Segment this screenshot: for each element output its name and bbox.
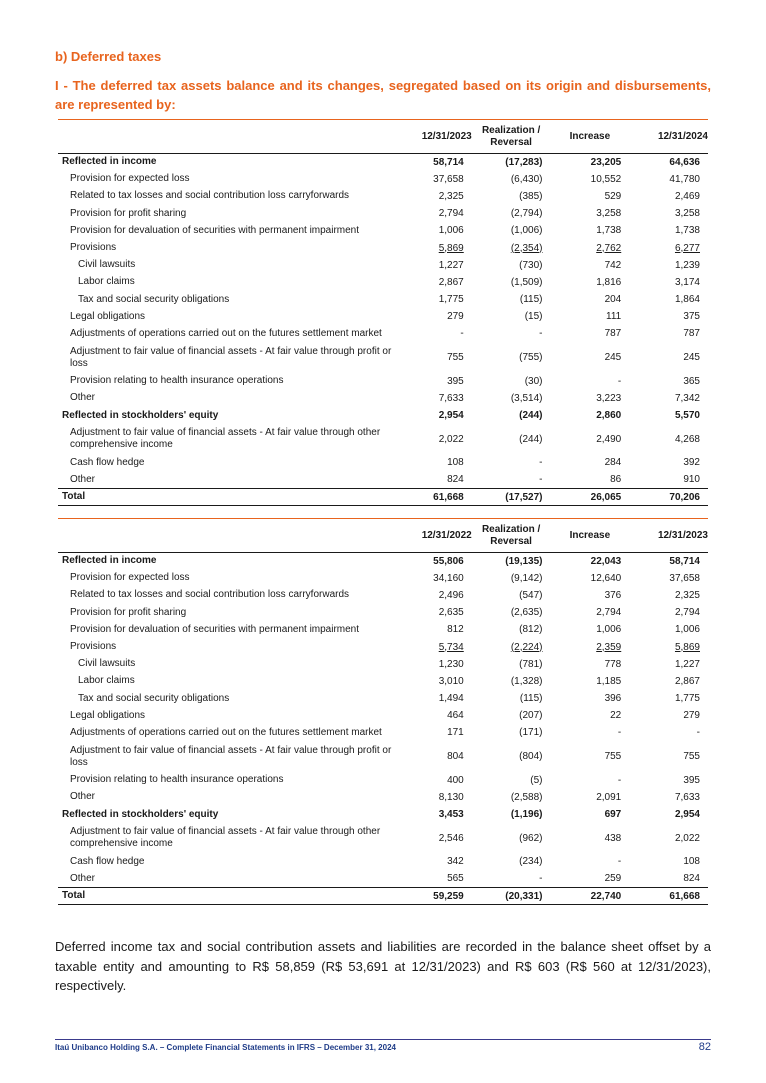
- row-value: 1,775: [438, 294, 464, 306]
- row-value: 8,130: [438, 791, 464, 803]
- row-value: 464: [447, 710, 464, 722]
- row-value: (781): [519, 658, 543, 670]
- row-label: Related to tax losses and social contribution loss carryforwards: [70, 190, 350, 202]
- row-value: 7,633: [674, 791, 700, 803]
- row-value: -: [696, 727, 700, 739]
- table-row: [58, 274, 708, 291]
- row-value: 395: [447, 375, 464, 387]
- row-value: 3,174: [674, 276, 700, 288]
- table-row: [58, 424, 708, 454]
- row-value: 58,714: [669, 555, 700, 567]
- row-value: (207): [519, 710, 543, 722]
- row-value: 1,006: [438, 225, 464, 237]
- row-label: Reflected in stockholders' equity: [62, 808, 219, 820]
- row-value: 2,325: [674, 589, 700, 601]
- table-row: [58, 853, 708, 870]
- row-label: Reflected in stockholders' equity: [62, 409, 219, 421]
- row-value: 1,006: [674, 624, 700, 636]
- table-row: [58, 724, 708, 741]
- row-label: Cash flow hedge: [70, 855, 145, 867]
- row-value: [472, 239, 551, 256]
- header-opening: 12/31/2023: [421, 130, 472, 142]
- row-value: (2,588): [510, 791, 543, 803]
- row-value: 824: [447, 474, 464, 486]
- row-value: [393, 638, 472, 655]
- underlined-value: (2,224): [510, 641, 543, 653]
- row-value: 2,490: [596, 433, 622, 445]
- row-value: 2,469: [674, 190, 700, 202]
- row-label: Adjustments of operations carried out on the futures settlement market: [70, 327, 382, 339]
- row-label: Provision for devaluation of securities with permanent impairment: [70, 224, 360, 236]
- table-row: [58, 373, 708, 390]
- row-value: (5): [530, 774, 543, 786]
- row-value: 111: [606, 311, 622, 323]
- row-value: -: [617, 774, 622, 786]
- row-value: -: [617, 375, 622, 387]
- row-value: 2,325: [438, 190, 464, 202]
- table-row: [58, 789, 708, 806]
- row-value: 2,860: [596, 410, 622, 422]
- row-value: 259: [604, 873, 622, 885]
- row-value: [551, 239, 630, 256]
- table-row: [58, 239, 708, 256]
- row-value: 3,223: [596, 392, 622, 404]
- row-label: Provisions: [70, 641, 117, 653]
- row-value: 395: [683, 774, 700, 786]
- row-value: 438: [604, 832, 622, 844]
- row-value: 61,668: [393, 489, 472, 506]
- row-label: Provision for expected loss: [70, 173, 190, 185]
- row-value: 2,867: [674, 675, 700, 687]
- row-value: 2,022: [438, 433, 464, 445]
- row-value: [629, 638, 708, 655]
- row-value: (234): [519, 856, 543, 868]
- underlined-value: 2,359: [596, 641, 622, 653]
- row-value: 22,740: [551, 888, 630, 905]
- row-value: 64,636: [669, 156, 700, 168]
- intro-heading: I - The deferred tax assets balance and its changes, segregated based on its origin and disbursements, are represented by:: [55, 78, 711, 112]
- row-value: (244): [519, 410, 543, 422]
- table-row: [58, 171, 708, 188]
- row-value: -: [539, 474, 543, 486]
- table-row: [58, 707, 708, 724]
- row-value: (3,514): [510, 392, 543, 404]
- header-blank: [58, 120, 393, 154]
- row-value: 7,633: [438, 392, 464, 404]
- row-value: 86: [610, 474, 622, 486]
- row-label: Provision for profit sharing: [70, 606, 187, 618]
- row-value: 1,227: [674, 658, 700, 670]
- row-value: 59,259: [393, 888, 472, 905]
- row-value: 376: [604, 589, 622, 601]
- row-value: 824: [683, 873, 700, 885]
- row-value: [629, 239, 708, 256]
- row-value: (547): [519, 589, 543, 601]
- row-label: Tax and social security obligations: [78, 692, 230, 704]
- row-value: 26,065: [551, 489, 630, 506]
- underlined-value: 5,869: [438, 242, 464, 254]
- row-value: 2,022: [674, 832, 700, 844]
- row-value: 37,658: [433, 173, 464, 185]
- table-row: [58, 407, 708, 424]
- header-opening: 12/31/2022: [421, 529, 472, 541]
- row-value: 392: [683, 457, 700, 469]
- row-value: [472, 638, 551, 655]
- row-label: Tax and social security obligations: [78, 293, 230, 305]
- row-label: Civil lawsuits: [78, 259, 136, 271]
- row-value: (6,430): [510, 173, 543, 185]
- row-value: 10,552: [590, 173, 622, 185]
- row-value: 70,206: [629, 489, 708, 506]
- table-row: [58, 656, 708, 673]
- table-row: [58, 604, 708, 621]
- row-value: 61,668: [629, 888, 708, 905]
- row-value: 22,043: [590, 555, 622, 567]
- table-row: [58, 308, 708, 325]
- row-value: 7,342: [674, 392, 700, 404]
- row-value: (2,635): [510, 607, 543, 619]
- row-label: Reflected in income: [62, 156, 157, 168]
- row-value: 365: [683, 375, 700, 387]
- row-value: 396: [604, 693, 622, 705]
- row-value: 1,494: [438, 693, 464, 705]
- row-value: (755): [519, 352, 543, 364]
- table-row: [58, 690, 708, 707]
- row-value: 2,867: [438, 276, 464, 288]
- table-row: [58, 621, 708, 638]
- row-value: 755: [447, 352, 464, 364]
- table-row: [58, 806, 708, 823]
- row-value: -: [539, 328, 543, 340]
- row-value: (115): [519, 294, 543, 306]
- row-value: 284: [604, 457, 622, 469]
- deferred-tax-table-2023: [58, 518, 708, 905]
- row-label: Provision for expected loss: [70, 572, 190, 584]
- row-label: Adjustment to fair value of financial assets - At fair value through other comprehensive income: [70, 826, 381, 850]
- table-row: [58, 343, 708, 373]
- row-value: 171: [447, 727, 464, 739]
- row-value: [393, 239, 472, 256]
- row-value: 910: [683, 474, 700, 486]
- table-row: [58, 257, 708, 274]
- row-value: 755: [604, 751, 622, 763]
- row-value: 697: [604, 809, 622, 821]
- row-value: 108: [683, 856, 700, 868]
- row-value: 5,570: [674, 410, 700, 422]
- row-value: 37,658: [669, 572, 700, 584]
- row-value: 279: [683, 710, 700, 722]
- underlined-value: (2,354): [510, 242, 543, 254]
- table-row: [58, 222, 708, 239]
- table-row: [58, 471, 708, 488]
- row-value: 58,714: [433, 156, 464, 168]
- row-value: 1,239: [674, 259, 700, 271]
- row-value: 2,794: [596, 607, 622, 619]
- row-value: 1,864: [674, 294, 700, 306]
- row-value: (30): [524, 375, 543, 387]
- row-label: Related to tax losses and social contribution loss carryforwards: [70, 589, 350, 601]
- row-value: -: [460, 328, 464, 340]
- row-value: (15): [524, 311, 543, 323]
- header-increase: Increase: [569, 529, 611, 541]
- row-value: 3,258: [596, 208, 622, 220]
- row-value: 108: [447, 457, 464, 469]
- table-row: [58, 772, 708, 789]
- row-value: 3,010: [438, 675, 464, 687]
- row-label: Other: [70, 473, 96, 485]
- row-value: 1,230: [438, 658, 464, 670]
- deferred-tax-table-2024: [58, 119, 708, 506]
- row-value: 55,806: [433, 555, 464, 567]
- table-row: [58, 888, 708, 905]
- row-value: -: [539, 873, 543, 885]
- row-value: 342: [447, 856, 464, 868]
- row-value: 804: [447, 751, 464, 763]
- section-title: b) Deferred taxes: [55, 49, 162, 64]
- table-row: [58, 154, 708, 171]
- row-value: [551, 638, 630, 655]
- row-value: (730): [519, 259, 543, 271]
- row-value: 1,185: [596, 675, 622, 687]
- table-row: [58, 205, 708, 222]
- page-number: 82: [698, 1041, 711, 1053]
- row-value: 12,640: [590, 572, 622, 584]
- row-label: Civil lawsuits: [78, 658, 136, 670]
- row-value: 1,775: [674, 693, 700, 705]
- row-value: 787: [683, 328, 700, 340]
- row-label: Other: [70, 872, 96, 884]
- row-value: 400: [447, 774, 464, 786]
- underlined-value: 6,277: [674, 242, 700, 254]
- row-label: Adjustment to fair value of financial assets - At fair value through profit or loss: [70, 744, 392, 768]
- row-label: Provision for devaluation of securities with permanent impairment: [70, 623, 360, 635]
- row-value: 1,738: [596, 225, 622, 237]
- table-row: [58, 553, 708, 570]
- row-value: (17,527): [472, 489, 551, 506]
- underlined-value: 2,762: [596, 242, 622, 254]
- row-value: 2,635: [438, 607, 464, 619]
- header-closing: 12/31/2024: [657, 130, 708, 142]
- row-value: 245: [604, 352, 622, 364]
- row-value: (1,328): [510, 675, 543, 687]
- row-value: (20,331): [472, 888, 551, 905]
- table-row: [58, 454, 708, 471]
- row-label: Other: [70, 791, 96, 803]
- row-label: Labor claims: [78, 276, 135, 288]
- row-value: 2,546: [438, 832, 464, 844]
- row-value: 2,794: [674, 607, 700, 619]
- row-label: Cash flow hedge: [70, 456, 145, 468]
- row-value: (804): [519, 751, 543, 763]
- table-row: [58, 188, 708, 205]
- footer-divider: [55, 1039, 711, 1040]
- row-label: Reflected in income: [62, 555, 157, 567]
- row-value: (1,509): [510, 276, 543, 288]
- row-value: -: [539, 457, 543, 469]
- row-label: Other: [70, 392, 96, 404]
- row-value: 1,006: [596, 624, 622, 636]
- row-value: 375: [683, 311, 700, 323]
- row-value: 4,268: [674, 433, 700, 445]
- row-label: Provision relating to health insurance operations: [70, 375, 284, 387]
- row-label: Adjustment to fair value of financial assets - At fair value through profit or loss: [70, 345, 392, 369]
- table-row: [58, 489, 708, 506]
- row-value: 22: [610, 710, 622, 722]
- row-value: 1,816: [596, 276, 622, 288]
- header-blank: [58, 519, 393, 553]
- table-row: [58, 291, 708, 308]
- row-value: (244): [519, 433, 543, 445]
- row-value: (1,196): [510, 809, 543, 821]
- row-label: Adjustment to fair value of financial assets - At fair value through other comprehensive income: [70, 427, 381, 451]
- table-row: [58, 742, 708, 772]
- row-label: Provision relating to health insurance operations: [70, 774, 284, 786]
- row-value: -: [617, 727, 622, 739]
- row-value: 41,780: [669, 173, 700, 185]
- row-value: (812): [519, 624, 543, 636]
- underlined-value: 5,734: [438, 641, 464, 653]
- table-row: [58, 823, 708, 853]
- row-value: (115): [519, 693, 543, 705]
- table-row: [58, 325, 708, 342]
- row-label: Legal obligations: [70, 709, 146, 721]
- row-value: (385): [519, 190, 543, 202]
- row-value: 812: [447, 624, 464, 636]
- row-value: 34,160: [433, 572, 464, 584]
- row-value: 23,205: [590, 156, 622, 168]
- header-increase: Increase: [569, 130, 611, 142]
- closing-paragraph: Deferred income tax and social contribution assets and liabilities are recorded in the balance sheet offset by a taxable entity and amounting to R$ 58,859 (R$ 53,691 at 12/31/2023) and R$ 603 (R$ 560 at 12/31/2023), respectively.: [55, 939, 711, 993]
- table-header-row: [58, 120, 708, 154]
- row-value: (171): [519, 727, 543, 739]
- row-label: Total: [58, 888, 393, 905]
- header-closing: 12/31/2023: [657, 529, 708, 541]
- row-label: Total: [58, 489, 393, 506]
- row-value: 778: [604, 658, 622, 670]
- row-value: 3,453: [438, 809, 464, 821]
- row-value: 755: [683, 751, 700, 763]
- table-row: [58, 570, 708, 587]
- row-label: Provision for profit sharing: [70, 207, 187, 219]
- row-label: Labor claims: [78, 675, 135, 687]
- row-value: 279: [447, 311, 464, 323]
- row-value: 529: [604, 190, 622, 202]
- row-label: Provisions: [70, 242, 117, 254]
- row-value: (1,006): [510, 225, 543, 237]
- footer-text: Itaú Unibanco Holding S.A. – Complete Financial Statements in IFRS – December 31, 2024: [55, 1043, 396, 1052]
- row-value: 742: [604, 259, 622, 271]
- row-value: 2,496: [438, 589, 464, 601]
- table-row: [58, 870, 708, 887]
- header-realization: Realization / Reversal: [481, 523, 541, 547]
- underlined-value: 5,869: [674, 641, 700, 653]
- row-value: 2,954: [674, 809, 700, 821]
- table-row: [58, 587, 708, 604]
- row-label: Adjustments of operations carried out on the futures settlement market: [70, 726, 382, 738]
- row-value: (19,135): [505, 555, 543, 567]
- row-value: 1,227: [438, 259, 464, 271]
- row-label: Legal obligations: [70, 310, 146, 322]
- header-realization: Realization / Reversal: [481, 124, 541, 148]
- row-value: 3,258: [674, 208, 700, 220]
- row-value: 1,738: [674, 225, 700, 237]
- table-header-row: [58, 519, 708, 553]
- row-value: 2,091: [596, 791, 622, 803]
- row-value: (9,142): [510, 572, 543, 584]
- row-value: 204: [604, 294, 622, 306]
- row-value: (17,283): [505, 156, 543, 168]
- row-value: (962): [519, 832, 543, 844]
- table-row: [58, 638, 708, 655]
- row-value: 245: [683, 352, 700, 364]
- row-value: 565: [447, 873, 464, 885]
- row-value: -: [617, 856, 622, 868]
- table-row: [58, 390, 708, 407]
- table-row: [58, 673, 708, 690]
- row-value: 2,794: [438, 208, 464, 220]
- row-value: 2,954: [438, 410, 464, 422]
- row-value: (2,794): [510, 208, 543, 220]
- row-value: 787: [604, 328, 622, 340]
